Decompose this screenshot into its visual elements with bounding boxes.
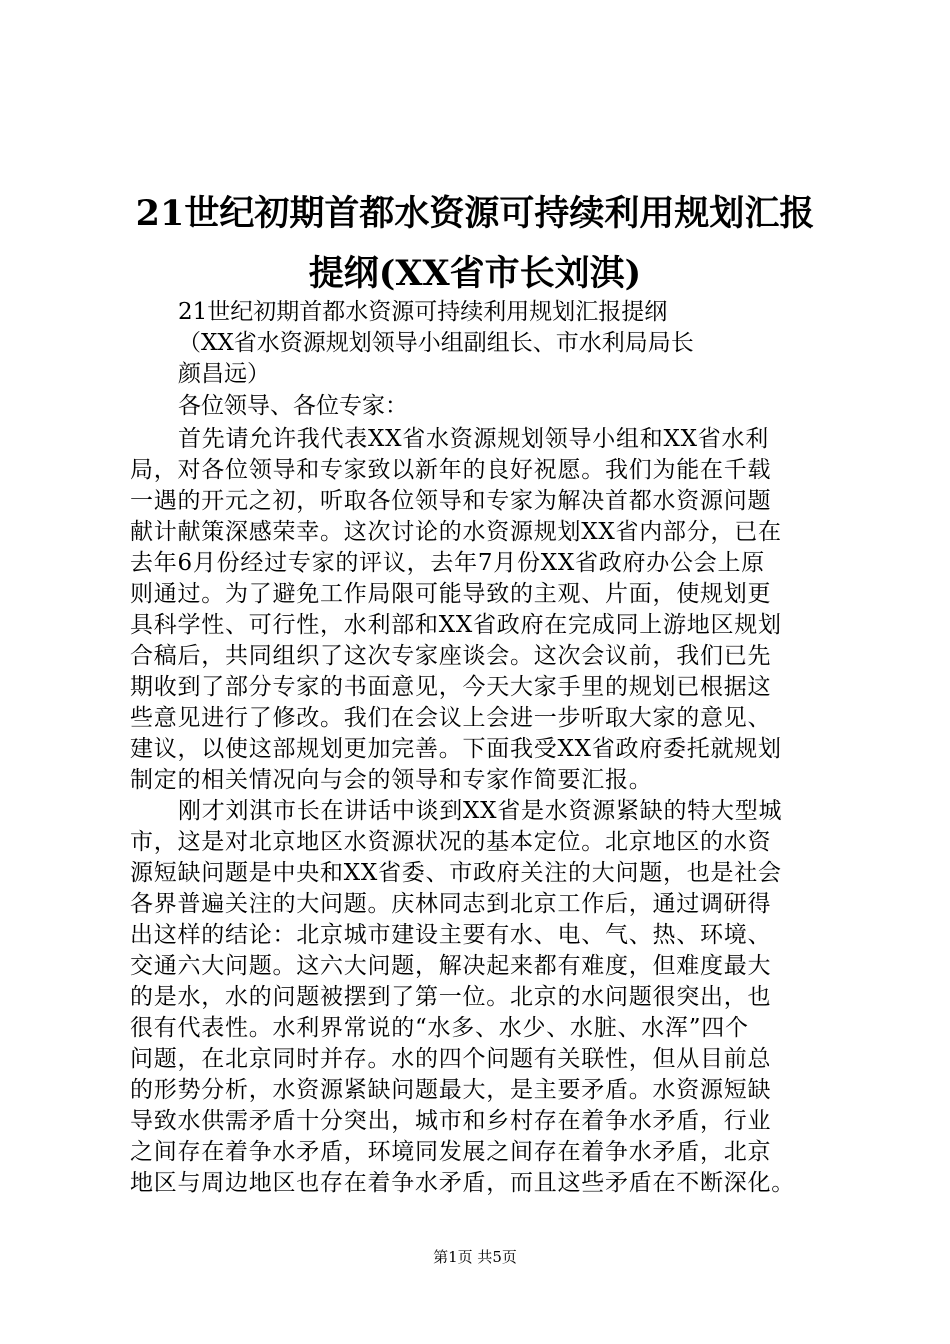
author-line-2: 颜昌远） xyxy=(178,361,270,387)
document-title-line-2: 提纲(XX省市长刘淇) xyxy=(308,253,642,294)
paragraph-line: 首先请允许我代表XX省水资源规划领导小组和XX省水利 xyxy=(178,426,769,452)
paragraph-line: 献计献策深感荣幸。这次讨论的水资源规划XX省内部分，已在 xyxy=(130,519,782,545)
paragraph-line: 些意见进行了修改。我们在会议上会进一步听取大家的意见、 xyxy=(130,705,772,731)
paragraph-line: 之间存在着争水矛盾，环境同发展之间存在着争水矛盾，北京 xyxy=(130,1139,772,1165)
paragraph-line: 市，这是对北京地区水资源状况的基本定位。北京地区的水资 xyxy=(130,829,772,855)
paragraph-line: 局，对各位领导和专家致以新年的良好祝愿。我们为能在千载 xyxy=(130,457,772,483)
document-title-line-1: 21世纪初期首都水资源可持续利用规划汇报 xyxy=(135,193,815,234)
paragraph-line: 合稿后，共同组织了这次专家座谈会。这次会议前，我们已先 xyxy=(130,643,772,669)
paragraph-line: 的形势分析，水资源紧缺问题最大，是主要矛盾。水资源短缺 xyxy=(130,1077,772,1103)
paragraph-line: 源短缺问题是中央和XX省委、市政府关注的大问题，也是社会 xyxy=(130,860,782,886)
paragraph-line: 出这样的结论：北京城市建设主要有水、电、气、热、环境、 xyxy=(130,922,772,948)
paragraph-line: 很有代表性。水利界常说的“水多、水少、水脏、水浑”四个 xyxy=(130,1015,749,1041)
author-line-1: （XX省水资源规划领导小组副组长、市水利局局长 xyxy=(178,330,694,356)
paragraph-line: 期收到了部分专家的书面意见，今天大家手里的规划已根据这 xyxy=(130,674,772,700)
paragraph-line: 一遇的开元之初，听取各位领导和专家为解决首都水资源问题 xyxy=(130,488,772,514)
paragraph-line: 导致水供需矛盾十分突出，城市和乡村存在着争水矛盾，行业 xyxy=(130,1108,772,1134)
subtitle-line: 21世纪初期首都水资源可持续利用规划汇报提纲 xyxy=(178,299,668,325)
paragraph-line: 制定的相关情况向与会的领导和专家作简要汇报。 xyxy=(130,767,653,793)
paragraph-line: 建议，以使这部规划更加完善。下面我受XX省政府委托就规划 xyxy=(130,736,782,762)
paragraph-line: 问题，在北京同时并存。水的四个问题有关联性，但从目前总 xyxy=(130,1046,772,1072)
paragraph-line: 则通过。为了避免工作局限可能导致的主观、片面，使规划更 xyxy=(130,581,772,607)
paragraph-line: 的是水，水的问题被摆到了第一位。北京的水问题很突出，也 xyxy=(130,984,772,1010)
paragraph-line: 去年6月份经过专家的评议，去年7月份XX省政府办公会上原 xyxy=(130,550,766,576)
paragraph-line: 地区与周边地区也存在着争水矛盾，而且这些矛盾在不断深化。 xyxy=(130,1170,795,1196)
paragraph-line: 刚才刘淇市长在讲话中谈到XX省是水资源紧缺的特大型城 xyxy=(178,798,783,824)
paragraph-line: 各界普遍关注的大问题。庆林同志到北京工作后，通过调研得 xyxy=(130,891,772,917)
paragraph-line: 交通六大问题。这六大问题，解决起来都有难度，但难度最大 xyxy=(130,953,772,979)
salutation: 各位领导、各位专家： xyxy=(178,393,408,419)
page-number-footer: 第1页 共5页 xyxy=(433,1248,517,1266)
paragraph-line: 具科学性、可行性，水利部和XX省政府在完成同上游地区规划 xyxy=(130,612,782,638)
